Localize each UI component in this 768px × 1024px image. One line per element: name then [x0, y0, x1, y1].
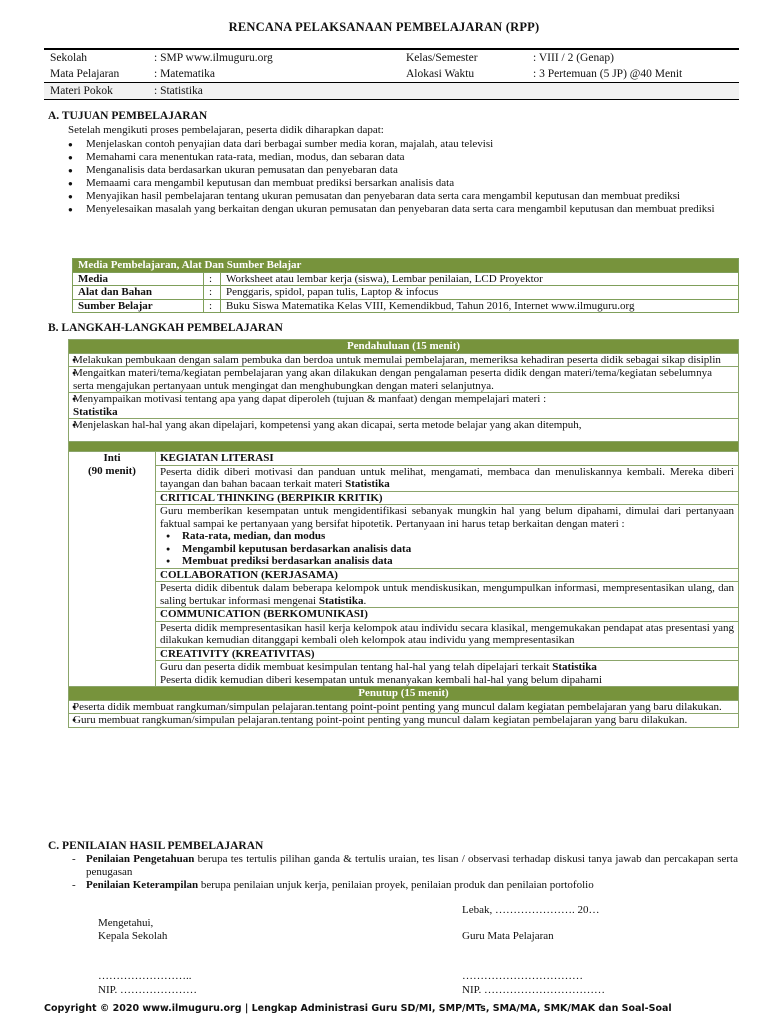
section-a-heading: A. TUJUAN PEMBELAJARAN	[48, 110, 208, 122]
alat-sep: :	[204, 286, 221, 300]
media-value: Worksheet atau lembar kerja (siswa), Lembar penilaian, LCD Proyektor	[221, 272, 739, 286]
section-b-heading: B. LANGKAH-LANGKAH PEMBELAJARAN	[48, 322, 283, 334]
section-a-intro: Setelah mengikuti proses pembelajaran, peserta didik diharapkan dapat:	[68, 124, 384, 136]
pendahuluan-item: ● Menjelaskan hal-hal yang akan dipelajari, kompetensi yang akan dicapai, serta metode belajar yang akan ditempuh,	[69, 419, 739, 442]
pendahuluan-text: Menyampaikan motivasi tentang apa yang dapat diperoleh (tujuan & manfaat) dengan mempelajari materi :	[73, 393, 547, 405]
steps-table	[68, 339, 739, 728]
creat-body2: Peserta didik kemudian diberi kesempatan untuk menanyakan kembali hal-hal yang belum dipahami	[160, 673, 603, 686]
literasi-text	[156, 465, 739, 491]
creat-text	[156, 661, 739, 687]
collab-text: Peserta didik dibentuk dalam beberapa kelompok untuk mendiskusikan, mengumpulkan informasi, mempresentasikan ulang, dan saling bertukar informasi mengenai Statistika.	[156, 582, 739, 608]
section-c-heading: C. PENILAIAN HASIL PEMBELAJARAN	[48, 840, 264, 852]
materi-label: Materi Pokok	[44, 83, 148, 100]
media-table	[72, 258, 739, 313]
sekolah-value: : SMP www.ilmuguru.org	[148, 49, 400, 66]
alokasi-label: Alokasi Waktu	[406, 68, 475, 80]
creat-body1: Guru dan peserta didik membuat kesimpulan tentang hal-hal yang telah dipelajari terkait	[160, 661, 550, 673]
list-item: ● Menyelesaikan masalah yang berkaitan dengan ukuran pemusatan dan penyebaran data serta cara mengambil keputusan dan membuat prediksi	[64, 203, 739, 216]
place-date: Lebak, …………………. 20…	[462, 904, 600, 916]
nip-right: NIP. ……………………………	[462, 984, 606, 996]
mapel-label: Mata Pelajaran	[50, 68, 120, 80]
comm-heading: COMMUNICATION (BERKOMUNIKASI)	[156, 608, 739, 622]
inti-divider	[69, 442, 739, 452]
objectives-list	[64, 138, 739, 216]
alat-value: Penggaris, spidol, papan tulis, Laptop & infocus	[221, 286, 739, 300]
media-sep: :	[204, 272, 221, 286]
document-title: RENCANA PELAKSANAAN PEMBELAJARAN (RPP)	[228, 20, 540, 34]
sumber-label: Sumber Belajar	[73, 299, 204, 313]
alokasi-value: : 3 Pertemuan (5 JP) @40 Menit	[533, 68, 683, 80]
critical-body: Guru memberikan kesempatan untuk mengidentifikasi sebanyak mungkin hal yang belum dipahami, dimulai dari pertanyaan faktual sampai ke pertanyaan yang bersifat hipotetik. Pertanyaan ini harus tetap berkaitan dengan materi :	[160, 505, 734, 530]
collab-heading: COLLABORATION (KERJASAMA)	[156, 568, 739, 582]
comm-text: Peserta didik mempresentasikan hasil kerja kelompok atau individu secara klasikal, mengemukakan pendapat atas presentasi yang dilakukan kemudian ditanggapi kembali oleh kelompok atau individu yang mempresentasikan	[156, 621, 739, 647]
assessment-text: berupa penilaian unjuk kerja, penilaian proyek, penilaian produk dan penilaian portofolio	[198, 879, 594, 891]
list-item: ● Memaami cara mengambil keputusan dan membuat prediksi bersarkan analisis data	[64, 177, 739, 190]
critical-item: ● Membuat prediksi berdasarkan analisis data	[160, 555, 734, 568]
kelas-value: : VIII / 2 (Genap)	[527, 49, 739, 66]
pendahuluan-item: ● Mengaitkan materi/tema/kegiatan pembelajaran yang akan dilakukan dengan pengalaman peserta didik dengan materi/tema/kegiatan sebelumnya serta mengajukan pertanyaan untuk mengingat dan menghubungkan dengan materi selanjutnya.	[69, 367, 739, 393]
inti-time: (90 menit)	[88, 464, 136, 477]
media-label: Media	[73, 272, 204, 286]
signature-line-left: ……………………..	[98, 970, 192, 982]
assessment-item	[68, 853, 738, 879]
assessment-bold: Penilaian Pengetahuan	[86, 853, 195, 865]
identity-table	[44, 48, 739, 100]
penutup-item: ● Peserta didik membuat rangkuman/simpulan pelajaran.tentang point-point penting yang muncul dalam kegiatan pembelajaran yang baru dilakukan.	[69, 700, 739, 714]
list-item: ● Menjelaskan contoh penyajian data dari berbagai sumber media koran, majalah, atau televisi	[64, 138, 739, 151]
pendahuluan-bold: Statistika	[73, 405, 118, 418]
kelas-label: Kelas/Semester	[400, 49, 527, 66]
literasi-body: Peserta didik diberi motivasi dan panduan untuk melihat, mengamati, membaca dan menuliskannya kembali. Mereka diberi tayangan dan bahan bacaan terkait materi	[160, 465, 734, 490]
sumber-sep: :	[204, 299, 221, 313]
collab-bold: Statistika	[318, 594, 364, 607]
assessment-bold: Penilaian Keterampilan	[86, 879, 199, 891]
sumber-value: Buku Siswa Matematika Kelas VIII, Kemendikbud, Tahun 2016, Internet www.ilmuguru.org	[221, 299, 739, 313]
mapel-value: : Matematika	[154, 68, 215, 80]
guru-label: Guru Mata Pelajaran	[462, 930, 554, 942]
critical-text	[156, 505, 739, 569]
literasi-bold: Statistika	[345, 478, 390, 490]
copyright-footer: Copyright © 2020 www.ilmuguru.org | Lengkap Administrasi Guru SD/MI, SMP/MTs, SMA/MA, SMK/MAK dan Soal-Soal	[44, 1003, 672, 1014]
sekolah-label: Sekolah	[44, 49, 148, 66]
inti-label: Inti	[103, 452, 121, 464]
penutup-item: ● Guru membuat rangkuman/simpulan pelajaran.tentang point-point penting yang muncul dalam kegiatan pembelajaran yang baru dilakukan.	[69, 714, 739, 728]
assessment-list	[68, 853, 738, 892]
literasi-heading: KEGIATAN LITERASI	[156, 452, 739, 466]
list-item: ● Memahami cara menentukan rata-rata, median, modus, dan sebaran data	[64, 151, 739, 164]
assessment-item	[68, 879, 738, 892]
collab-body: Peserta didik dibentuk dalam beberapa kelompok untuk mendiskusikan, mengumpulkan informasi, mempresentasikan ulang, dan saling bertukar informasi mengenai	[160, 582, 734, 607]
creat-bold: Statistika	[552, 661, 597, 673]
pendahuluan-header: Pendahuluan (15 menit)	[69, 340, 739, 354]
list-item: ● Menganalisis data berdasarkan ukuran pemusatan dan penyebaran data	[64, 164, 739, 177]
critical-item: ● Rata-rata, median, dan modus	[160, 530, 734, 543]
creat-heading: CREATIVITY (KREATIVITAS)	[156, 647, 739, 661]
alat-label: Alat dan Bahan	[73, 286, 204, 300]
critical-item: ● Mengambil keputusan berdasarkan analisis data	[160, 543, 734, 556]
mengetahui-label: Mengetahui,	[98, 917, 154, 929]
pendahuluan-item: ● Melakukan pembukaan dengan salam pembuka dan berdoa untuk memulai pembelajaran, memeriksa kehadiran peserta didik sebagai sikap disiplin	[69, 353, 739, 367]
list-item: ● Menyajikan hasil pembelajaran tentang ukuran pemusatan dan penyebaran data serta cara mengambil keputusan dan membuat prediksi	[64, 190, 739, 203]
signature-line-right: ……………………………	[462, 970, 583, 982]
pendahuluan-item	[69, 393, 739, 419]
inti-label-cell	[69, 452, 156, 687]
assessment-text: berupa tes tertulis pilihan ganda & tertulis uraian, tes lisan / observasi terhadap diskusi tanya jawab dan percakapan serta penugasan	[86, 853, 738, 878]
materi-value: : Statistika	[148, 83, 400, 100]
media-header: Media Pembelajaran, Alat Dan Sumber Belajar	[73, 259, 739, 273]
penutup-header: Penutup (15 menit)	[69, 687, 739, 701]
kepala-label: Kepala Sekolah	[98, 930, 168, 942]
nip-left: NIP. …………………	[98, 984, 198, 996]
critical-heading: CRITICAL THINKING (BERPIKIR KRITIK)	[156, 491, 739, 505]
